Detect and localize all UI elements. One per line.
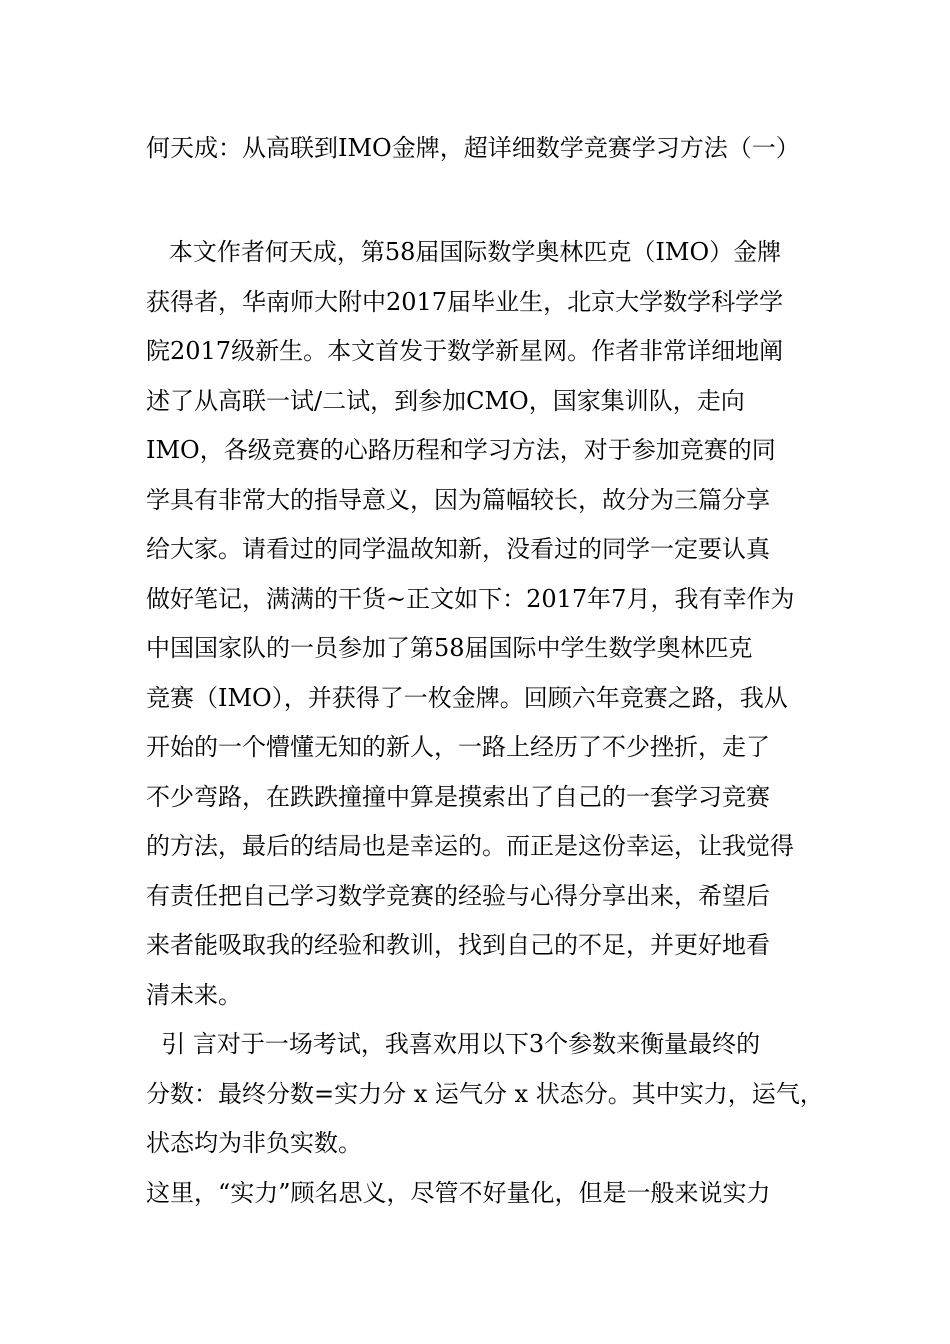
body-line: 状态均为非负实数。 — [146, 1129, 362, 1157]
body-line: 有责任把自己学习数学竞赛的经验与心得分享出来，希望后 — [146, 881, 770, 910]
body-line: IMO，各级竞赛的心路历程和学习方法，对于参加竞赛的同 — [146, 436, 776, 464]
body-line: 竞赛（IMO），并获得了一枚金牌。回顾六年竞赛之路，我从 — [146, 683, 788, 712]
body-line: 不少弯路，在跌跌撞撞中算是摸索出了自己的一套学习竞赛 — [146, 782, 770, 811]
document-body — [146, 228, 824, 1218]
body-line: 学具有非常大的指导意义，因为篇幅较长，故分为三篇分享 — [146, 485, 770, 514]
body-line: 的方法，最后的结局也是幸运的。而正是这份幸运，让我觉得 — [146, 832, 794, 860]
body-line: 引 言对于一场考试，我喜欢用以下3个参数来衡量最终的 — [146, 1030, 761, 1058]
body-line: 给大家。请看过的同学温故知新，没看过的同学一定要认真 — [146, 535, 770, 563]
body-line: 清未来。 — [146, 980, 242, 1009]
body-line: 述了从高联一试/二试，到参加CMO，国家集训队，走向 — [146, 386, 745, 415]
body-line: 中国国家队的一员参加了第58届国际中学生数学奥林匹克 — [146, 634, 753, 662]
body-line: 分数：最终分数=实力分 x 运气分 x 状态分。其中实力，运气， — [146, 1079, 824, 1108]
body-line: 院2017级新生。本文首发于数学新星网。作者非常详细地阐 — [146, 337, 784, 365]
body-line: 做好笔记，满满的干货~正文如下：2017年7月，我有幸作为 — [146, 584, 795, 613]
body-line: 开始的一个懵懂无知的新人，一路上经历了不少挫折，走了 — [146, 733, 770, 761]
body-line: 本文作者何天成，第58届国际数学奥林匹克（IMO）金牌 — [146, 238, 782, 266]
document-title: 何天成：从高联到IMO金牌，超详细数学竞赛学习方法（一） — [146, 134, 800, 162]
body-line: 获得者，华南师大附中2017届毕业生，北京大学数学科学学 — [146, 287, 784, 316]
body-line: 这里，“实力”顾名思义，尽管不好量化，但是一般来说实力 — [146, 1178, 771, 1207]
body-line: 来者能吸取我的经验和教训，找到自己的不足，并更好地看 — [146, 931, 770, 959]
